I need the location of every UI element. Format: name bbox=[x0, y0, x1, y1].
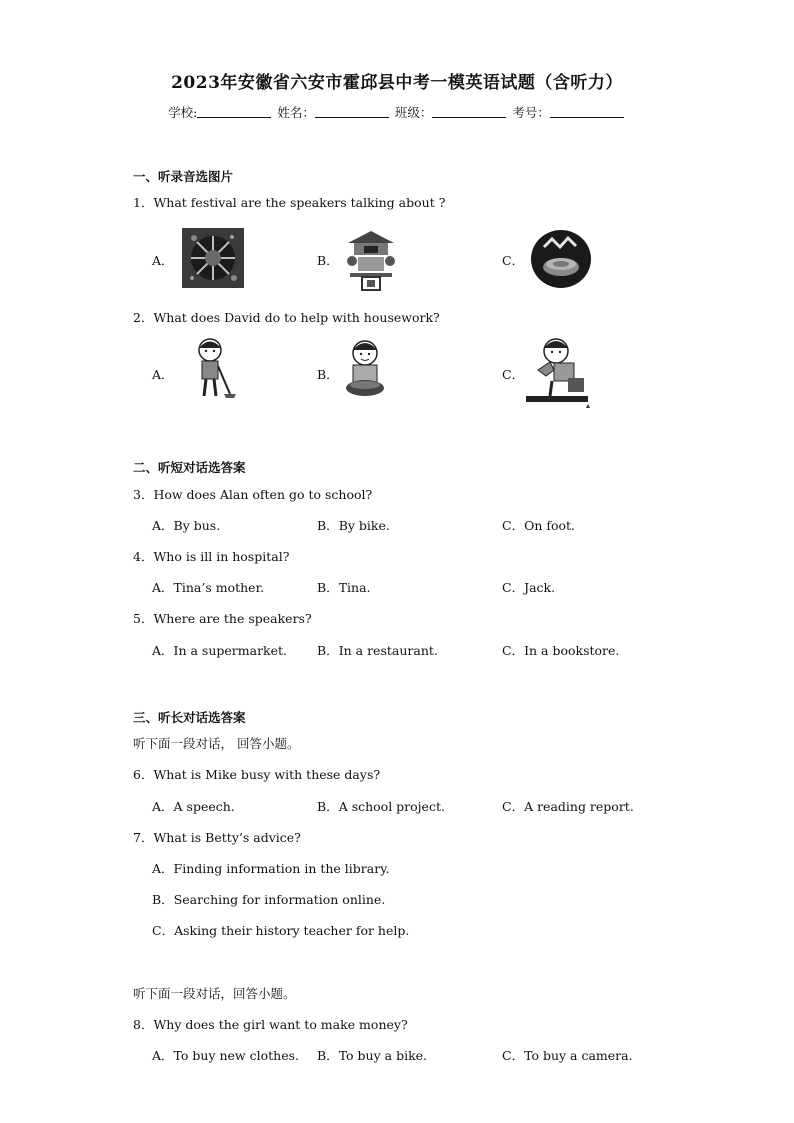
dialogue-instruction-2: 听下面一段对话，回答小题。 bbox=[133, 986, 296, 1001]
option-letter: C． bbox=[502, 580, 525, 595]
q7-option-c[interactable] bbox=[152, 921, 409, 939]
q1-option-a-letter[interactable]: A． bbox=[152, 253, 174, 268]
class-blank[interactable] bbox=[432, 105, 506, 118]
q8-option-c[interactable] bbox=[502, 1046, 633, 1064]
question-6 bbox=[133, 765, 380, 783]
name-blank[interactable] bbox=[315, 105, 389, 118]
option-text: To buy a bike. bbox=[338, 1048, 428, 1063]
option-text: By bike. bbox=[338, 518, 390, 533]
question-1 bbox=[133, 193, 445, 211]
option-text: To buy a camera. bbox=[524, 1048, 633, 1063]
question-text: How does Alan often go to school? bbox=[153, 487, 373, 502]
question-text: Why does the girl want to make money? bbox=[153, 1017, 408, 1032]
exam-number-blank[interactable] bbox=[550, 105, 624, 118]
q1-option-b-letter[interactable]: B． bbox=[317, 253, 339, 268]
option-letter: A． bbox=[152, 861, 174, 876]
option-letter: A． bbox=[152, 518, 174, 533]
question-text: What festival are the speakers talking about ? bbox=[153, 195, 446, 210]
option-text: To buy new clothes. bbox=[173, 1048, 299, 1063]
q2-option-b-letter[interactable]: B． bbox=[317, 367, 339, 382]
name-label: 姓名： bbox=[277, 105, 315, 120]
q5-option-b[interactable] bbox=[317, 641, 438, 659]
q5-option-a[interactable] bbox=[152, 641, 287, 659]
lantern-festival-picture-icon bbox=[344, 229, 398, 291]
q7-option-b[interactable] bbox=[152, 890, 385, 908]
boy-washing-dishes-picture-icon bbox=[344, 338, 386, 400]
option-text: A school project. bbox=[338, 799, 445, 814]
option-text: A speech. bbox=[173, 799, 235, 814]
q2-option-a-letter[interactable]: A． bbox=[152, 367, 174, 382]
q3-option-a[interactable] bbox=[152, 516, 220, 534]
option-text: Searching for information online. bbox=[173, 892, 386, 907]
exam-number-label: 考号： bbox=[512, 105, 550, 120]
boy-watering-plants-picture-icon bbox=[526, 336, 592, 408]
q7-option-a[interactable] bbox=[152, 859, 390, 877]
question-number: 6． bbox=[133, 767, 154, 782]
question-number: 4． bbox=[133, 549, 154, 564]
question-text: What does David do to help with housework? bbox=[153, 310, 440, 325]
q3-option-b[interactable] bbox=[317, 516, 390, 534]
option-text: Tina. bbox=[338, 580, 371, 595]
question-3 bbox=[133, 485, 372, 503]
question-number: 7． bbox=[133, 830, 154, 845]
option-text: On foot. bbox=[524, 518, 576, 533]
q6-option-c[interactable] bbox=[502, 797, 634, 815]
q4-option-c[interactable] bbox=[502, 578, 555, 596]
option-text: In a supermarket. bbox=[173, 643, 288, 658]
question-number: 1． bbox=[133, 195, 154, 210]
question-text: Where are the speakers? bbox=[153, 611, 312, 626]
section-heading-2: 二、听短对话选答案 bbox=[133, 460, 246, 475]
q5-option-c[interactable] bbox=[502, 641, 619, 659]
student-info-line bbox=[0, 103, 794, 121]
q4-option-b[interactable] bbox=[317, 578, 371, 596]
question-2 bbox=[133, 308, 440, 326]
festival-firework-picture-icon bbox=[182, 228, 244, 288]
option-letter: C． bbox=[502, 799, 525, 814]
option-letter: B． bbox=[317, 518, 339, 533]
option-letter: C． bbox=[502, 518, 525, 533]
question-text: Who is ill in hospital? bbox=[153, 549, 290, 564]
option-text: In a bookstore. bbox=[524, 643, 620, 658]
school-blank[interactable] bbox=[197, 105, 271, 118]
q6-option-a[interactable] bbox=[152, 797, 235, 815]
question-7 bbox=[133, 828, 301, 846]
page-title: 2023年安徽省六安市霍邱县中考一模英语试题（含听力） bbox=[171, 73, 623, 93]
question-5 bbox=[133, 609, 312, 627]
question-number: 3． bbox=[133, 487, 154, 502]
option-letter: A． bbox=[152, 580, 174, 595]
question-text: What is Betty’s advice? bbox=[153, 830, 301, 845]
q3-option-c[interactable] bbox=[502, 516, 575, 534]
option-text: Finding information in the library. bbox=[173, 861, 390, 876]
option-letter: B． bbox=[317, 799, 339, 814]
q4-option-a[interactable] bbox=[152, 578, 264, 596]
option-letter: B． bbox=[152, 892, 174, 907]
option-letter: A． bbox=[152, 643, 174, 658]
q8-option-b[interactable] bbox=[317, 1046, 427, 1064]
boy-sweeping-picture-icon bbox=[184, 336, 236, 400]
question-number: 8． bbox=[133, 1017, 154, 1032]
option-letter: B． bbox=[317, 580, 339, 595]
mooncake-picture-icon bbox=[530, 229, 592, 289]
option-letter: C． bbox=[502, 643, 525, 658]
question-number: 5． bbox=[133, 611, 154, 626]
option-letter: B． bbox=[317, 1048, 339, 1063]
option-letter: C． bbox=[502, 1048, 525, 1063]
class-label: 班级： bbox=[394, 105, 433, 120]
option-letter: A． bbox=[152, 1048, 174, 1063]
option-text: Asking their history teacher for help. bbox=[174, 923, 410, 938]
option-text: A reading report. bbox=[524, 799, 634, 814]
q2-option-c-letter[interactable]: C． bbox=[502, 367, 525, 382]
option-text: In a restaurant. bbox=[338, 643, 438, 658]
question-8 bbox=[133, 1015, 408, 1033]
option-letter: A． bbox=[152, 799, 174, 814]
q1-option-c-letter[interactable]: C． bbox=[502, 253, 525, 268]
option-text: Tina’s mother. bbox=[173, 580, 265, 595]
option-letter: B． bbox=[317, 643, 339, 658]
q8-option-a[interactable] bbox=[152, 1046, 299, 1064]
option-text: Jack. bbox=[524, 580, 556, 595]
section-heading-3: 三、听长对话选答案 bbox=[133, 710, 246, 725]
question-number: 2． bbox=[133, 310, 154, 325]
school-label: 学校: bbox=[168, 105, 198, 120]
q6-option-b[interactable] bbox=[317, 797, 445, 815]
question-4 bbox=[133, 547, 289, 565]
option-letter: C． bbox=[152, 923, 175, 938]
option-text: By bus. bbox=[173, 518, 221, 533]
section-heading-1: 一、听录音选图片 bbox=[133, 169, 234, 184]
dialogue-instruction-1: 听下面一段对话， 回答小题。 bbox=[133, 736, 300, 751]
question-text: What is Mike busy with these days? bbox=[153, 767, 381, 782]
